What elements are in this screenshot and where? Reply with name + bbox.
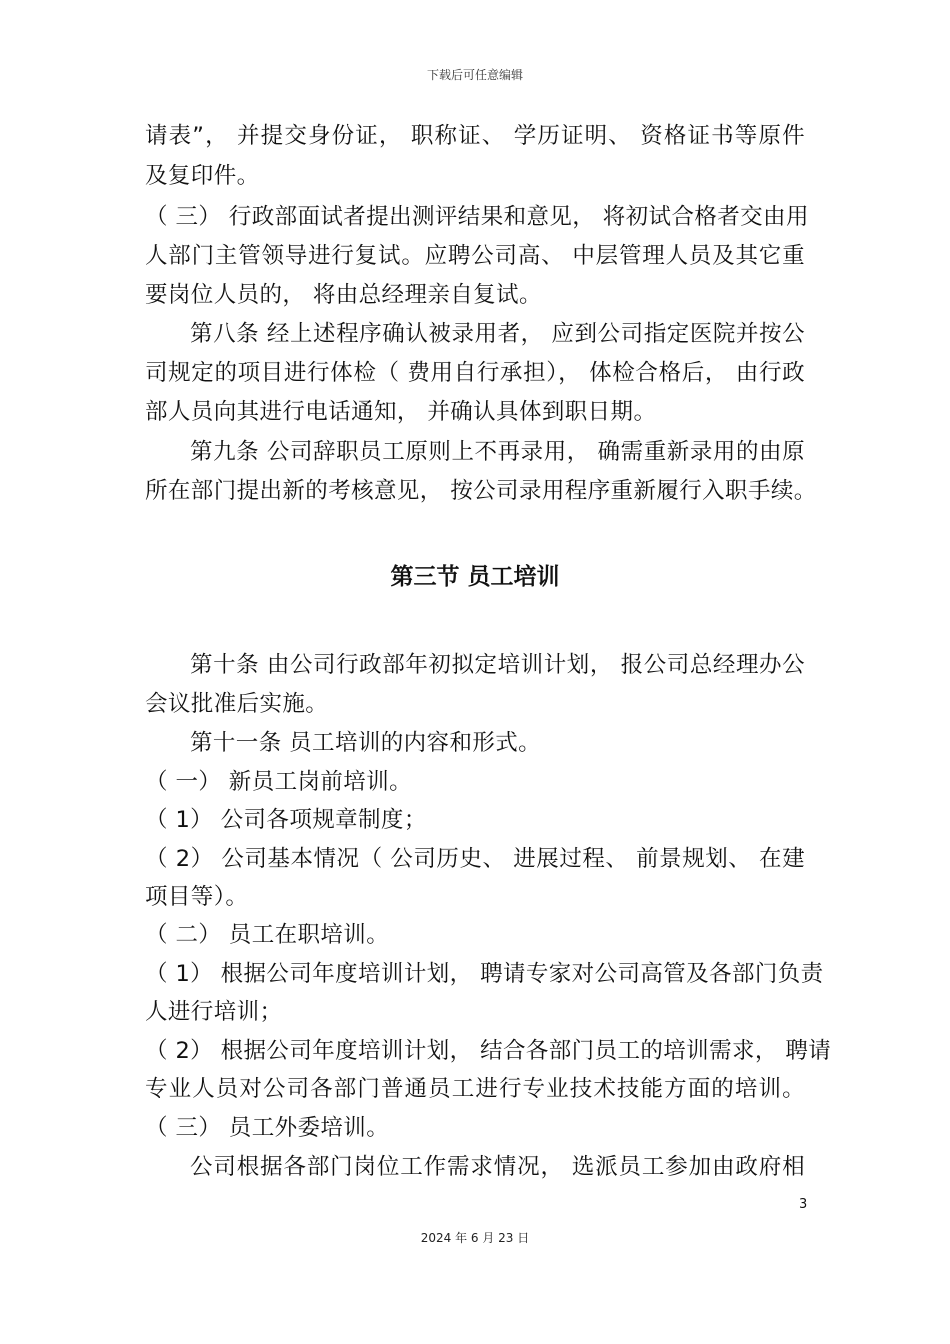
body-line: 部人员向其进行电话通知， 并确认具体到职日期。 <box>145 399 657 425</box>
section-title: 第三节 员工培训 <box>390 563 560 590</box>
footer-date: 2024 年 6 月 23 日 <box>420 1231 530 1245</box>
body-line: （ 二） 员工在职培训。 <box>145 922 390 948</box>
body-line: 人部门主管领导进行复试。应聘公司高、 中层管理人员及其它重 <box>145 243 805 269</box>
body-line: （ 一） 新员工岗前培训。 <box>145 769 413 795</box>
page-number: 3 <box>799 1197 808 1212</box>
page-header: 下载后可任意编辑 <box>426 68 523 82</box>
body-line: （ 三） 行政部面试者提出测评结果和意见， 将初试合格者交由用 <box>145 204 809 230</box>
body-line: （ 1） 根据公司年度培训计划， 聘请专家对公司高管及各部门负责 <box>145 961 824 987</box>
body-line: 司规定的项目进行体检（ 费用自行承担）， 体检合格后， 由行政 <box>145 360 805 386</box>
body-line: 人进行培训； <box>145 999 283 1025</box>
body-line: 请表”， 并提交身份证， 职称证、 学历证明、 资格证书等原件 <box>145 123 805 149</box>
body-line: 第十条 由公司行政部年初拟定培训计划， 报公司总经理办公 <box>190 652 805 678</box>
body-line: （ 三） 员工外委培训。 <box>145 1115 390 1141</box>
body-line: 及复印件。 <box>145 163 260 189</box>
body-line: 要岗位人员的， 将由总经理亲自复试。 <box>145 282 542 308</box>
body-line: 会议批准后实施。 <box>145 691 329 717</box>
body-line: （ 2） 公司基本情况（ 公司历史、 进展过程、 前景规划、 在建 <box>145 846 805 872</box>
body-line: 公司根据各部门岗位工作需求情况， 选派员工参加由政府相 <box>190 1154 805 1180</box>
body-line: 所在部门提出新的考核意见， 按公司录用程序重新履行入职手续。 <box>145 478 817 504</box>
body-line: 第九条 公司辞职员工原则上不再录用， 确需重新录用的由原 <box>190 439 805 465</box>
body-line: （ 1） 公司各项规章制度； <box>145 807 427 833</box>
body-line: 项目等）。 <box>145 884 249 910</box>
body-line: （ 2） 根据公司年度培训计划， 结合各部门员工的培训需求， 聘请 <box>145 1038 832 1064</box>
body-line: 专业人员对公司各部门普通员工进行专业技术技能方面的培训。 <box>145 1076 805 1102</box>
body-line: 第八条 经上述程序确认被录用者， 应到公司指定医院并按公 <box>190 321 805 347</box>
body-line: 第十一条 员工培训的内容和形式。 <box>190 730 542 756</box>
